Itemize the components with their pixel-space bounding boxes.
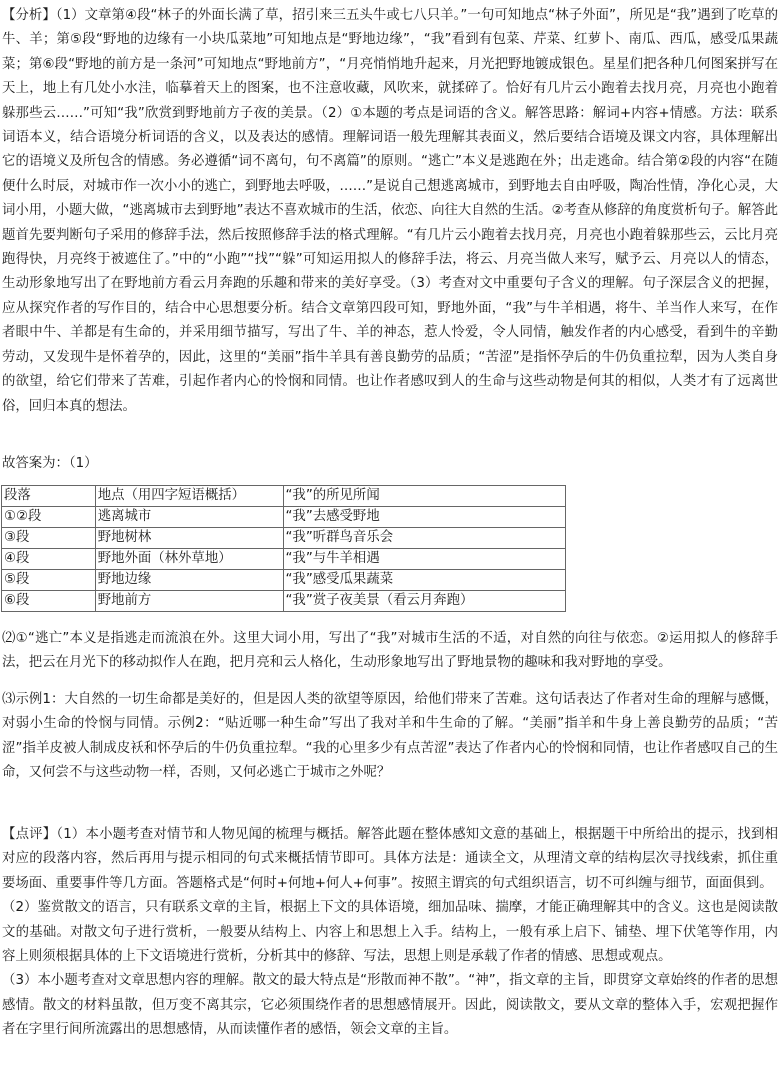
cell-paragraph: ③段 [2,528,96,549]
table-row [2,591,566,612]
cell-observation: “我”听群鸟音乐会 [283,528,566,549]
cell-location: 野地前方 [95,591,283,612]
cell-location: 野地边缘 [95,570,283,591]
table-row [2,549,566,570]
cell-observation: “我”感受瓜果蔬菜 [283,570,566,591]
answer-3-paragraph: ⑶示例1：大自然的一切生命都是美好的，但是因人类的欲望等原因，给他们带来了苦难。这句话表达了作者对生命的理解与感慨，对弱小生命的怜悯与同情。示例2：“贴近哪一种生命”写出了我对羊和牛生命的了解。“美丽”指羊和牛身上善良勤劳的品质；“苦涩”指羊皮被人制成皮袄和怀孕后的牛仍负重拉犁。“我的心里多少有点苦涩”表达了作者内心的怜悯和同情，也让作者感叹自己的生命，又何尝不与这些动物一样，否则，又何必逃亡于城市之外呢？ [2,692,778,781]
cell-observation: “我”去感受野地 [283,507,566,528]
cell-observation: “我”与牛羊相遇 [283,549,566,570]
cell-paragraph: ④段 [2,549,96,570]
analysis-paragraph: 【分析】（1）文章第④段“林子的外面长满了草，招引来三五头牛或七八只羊。”一句可知地点“林子外面”，所见是“我”遇到了吃草的牛、羊；第⑤段“野地的边缘有一小块瓜菜地”可知地点是“野地边缘”，“我”看到有包菜、芹菜、红萝卜、南瓜、西瓜，感受瓜果蔬菜；第⑥段“野地的前方是一条河”可知地点“野地前方”，“月亮悄悄地升起来，月光把野地镀成银色。星星们把各种几何图案拼写在天上，地上有几处小水洼，临摹着天上的图案，也不注意收藏，风吹来，就揉碎了。恰好有几片云小跑着去找月亮，月亮也小跑着躲那些云……”可知“我”欣赏到野地前方子夜的美景。（2）①本题的考点是词语的含义。解答思路：解词+内容+情感。方法：联系词语本义，结合语境分析词语的含义，以及表达的感情。理解词语一般先理解其表面义，然后要结合语境及课文内容，具体理解出它的语境义及所包含的情感。务必遵循“词不离句，句不离篇”的原则。“逃亡”本义是逃跑在外；出走逃命。结合第②段的内容“在随便什么时辰，对城市作一次小小的逃亡，到野地去呼吸，……”是说自己想逃离城市，到野地去自由呼吸，陶冶性情，净化心灵，大词小用，小题大做，“逃离城市去到野地”表达不喜欢城市的生活，依恋、向往大自然的生活。②考查从修辞的角度赏析句子。解答此题首先要判断句子采用的修辞手法，然后按照修辞手法的格式理解。“有几片云小跑着去找月亮，月亮也小跑着躲那些云，云比月亮跑得快，月亮终于被遮住了。”中的“小跑”“找”“躲”可知运用拟人的修辞手法，将云、月亮当做人来写，赋予云、月亮以人的情态，生动形象地写出了在野地前方看云月奔跑的乐趣和带来的美好享受。（3）考查对文中重要句子含义的理解。句子深层含义的把握，应从探究作者的写作目的，结合中心思想要分析。结合文章第四段可知，野地外面，“我”与牛羊相遇，将牛、羊当作人来写，在作者眼中牛、羊都是有生命的，并采用细节描写，写出了牛、羊的神态，惹人怜爱，令人同情，触发作者的内心感受，看到牛的辛勤劳动，又发现牛是怀着孕的，因此，这里的“美丽”指牛羊具有善良勤劳的品质；“苦涩”是指怀孕后的牛仍负重拉犁，因为人类自身的欲望，给它们带来了苦难，引起作者内心的怜悯和同情。也让作者感叹到人的生命与这些动物是何其的相似，人类才有了远离世俗，回归本真的想法。 [2,8,778,414]
cell-location: 野地外面（林外草地） [95,549,283,570]
cell-paragraph: ⑥段 [2,591,96,612]
cell-paragraph: ⑤段 [2,570,96,591]
comment-paragraph-2: （2）鉴赏散文的语言，只有联系文章的主旨，根据上下文的具体语境，细加品味、揣摩，才能正确理解其中的含义。这也是阅读散文的基础。对散文句子进行赏析，一般要从结构上、内容上和思想上入手。结构上，一般有承上启下、铺垫、埋下伏笔等作用，内容上则须根据具体的上下文语境进行赏析，分析其中的修辞、写法，思想上则是承载了作者的情感、思想或观点。 [2,900,778,965]
comment-section [2,823,778,1043]
cell-location: 逃离城市 [95,507,283,528]
table-row [2,570,566,591]
comment-paragraph-1: 【点评】（1）本小题考查对情节和人物见闻的梳理与概括。解答此题在整体感知文意的基础上，根据题干中所给出的提示，找到相对应的段落内容，然后再用与提示相同的句式来概括情节即可。具体方法是：通读全文，从理清文章的结构层次寻找线索，抓住重要场面、重要事件等几方面。答题格式是“何时+何地+何人+何事”。按照主谓宾的句式组织语言，切不可纠缠与细节，面面俱到。 [2,827,778,891]
table-row [2,507,566,528]
header-observation: “我”的所见所闻 [283,486,566,507]
cell-location: 野地树林 [95,528,283,549]
table-header-row [2,486,566,507]
cell-observation: “我”赏子夜美景（看云月奔跑） [283,591,566,612]
comment-paragraph-3: （3）本小题考查对文章思想内容的理解。散文的最大特点是“形散而神不散”。“神”，指文章的主旨，即贯穿文章始终的作者的思想感情。散文的材料虽散，但万变不离其宗，它必须围绕作者的思想感情展开。因此，阅读散文，要从文章的整体入手，宏观把握作者在字里行间所流露出的思想感情，从而读懂作者的感悟，领会文章的主旨。 [2,973,778,1038]
header-location: 地点（用四字短语概括） [95,486,283,507]
plot-summary-table [1,485,566,612]
table-row [2,528,566,549]
cell-paragraph: ①②段 [2,507,96,528]
answer-intro: 故答案为：（1） [2,456,98,471]
answer-2-paragraph: ⑵①“逃亡”本义是指逃走而流浪在外。这里大词小用，写出了“我”对城市生活的不适，对自然的向往与依恋。②运用拟人的修辞手法，把云在月光下的移动拟作人在跑，把月亮和云人格化，生动形象地写出了野地景物的趣味和我对野地的享受。 [2,631,778,671]
header-paragraph: 段落 [2,486,96,507]
